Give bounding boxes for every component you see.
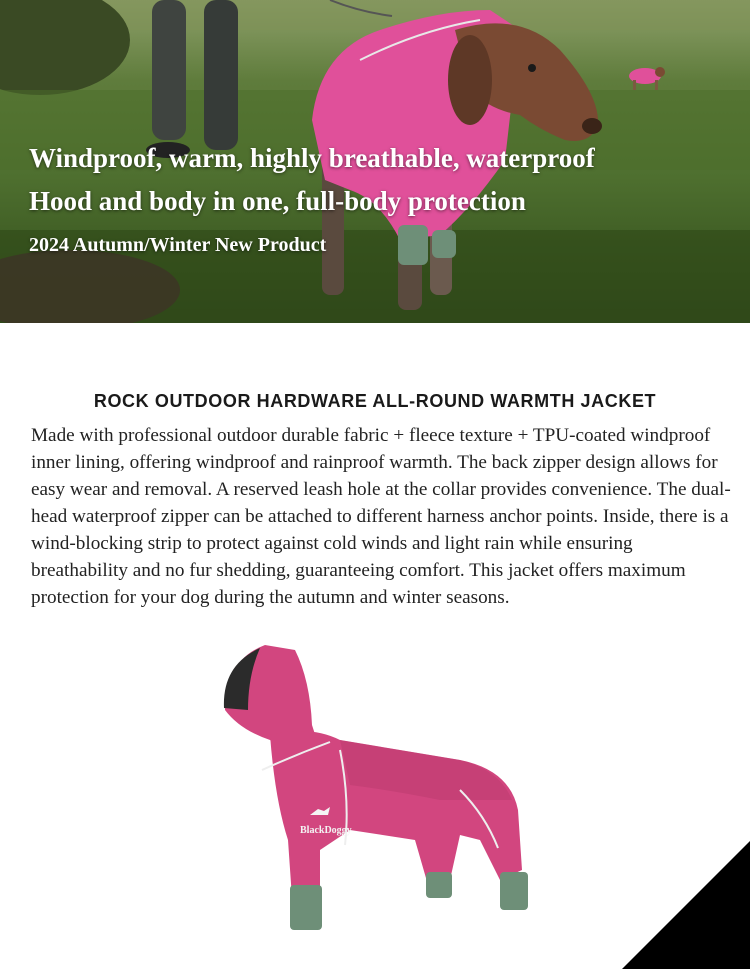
hero-headline-1: Windproof, warm, highly breathable, waterproof — [29, 143, 595, 173]
hero-subheadline: 2024 Autumn/Winter New Product — [29, 234, 327, 256]
distant-dog — [629, 67, 665, 90]
rear-cuff — [500, 872, 528, 910]
product-title: ROCK OUTDOOR HARDWARE ALL-ROUND WARMTH JACKET — [93, 391, 657, 411]
hero-banner — [0, 0, 750, 323]
corner-decoration — [622, 841, 750, 969]
product-description: Made with professional outdoor durable fabric + fleece texture + TPU-coated windproof inner lining, offering windproof and rainproof warmth. The back zipper design allows for easy wear and removal. A reserved leash hole at the collar provides convenience. The dual-head waterproof zipper can be attached to different harness anchor points. Inside, there is a wind-blocking strip to protect against cold winds and light rain while ensuring breathability and no fur shedding, guaranteeing comfort. This jacket offers maximum protection for your dog during the autumn and winter seasons. — [31, 425, 731, 608]
front-cuff — [290, 885, 322, 930]
svg-text:BlackDoggy: BlackDoggy — [300, 825, 352, 836]
hero-headline-2: Hood and body in one, full-body protection — [29, 186, 526, 216]
jacket-product-image — [200, 640, 550, 940]
